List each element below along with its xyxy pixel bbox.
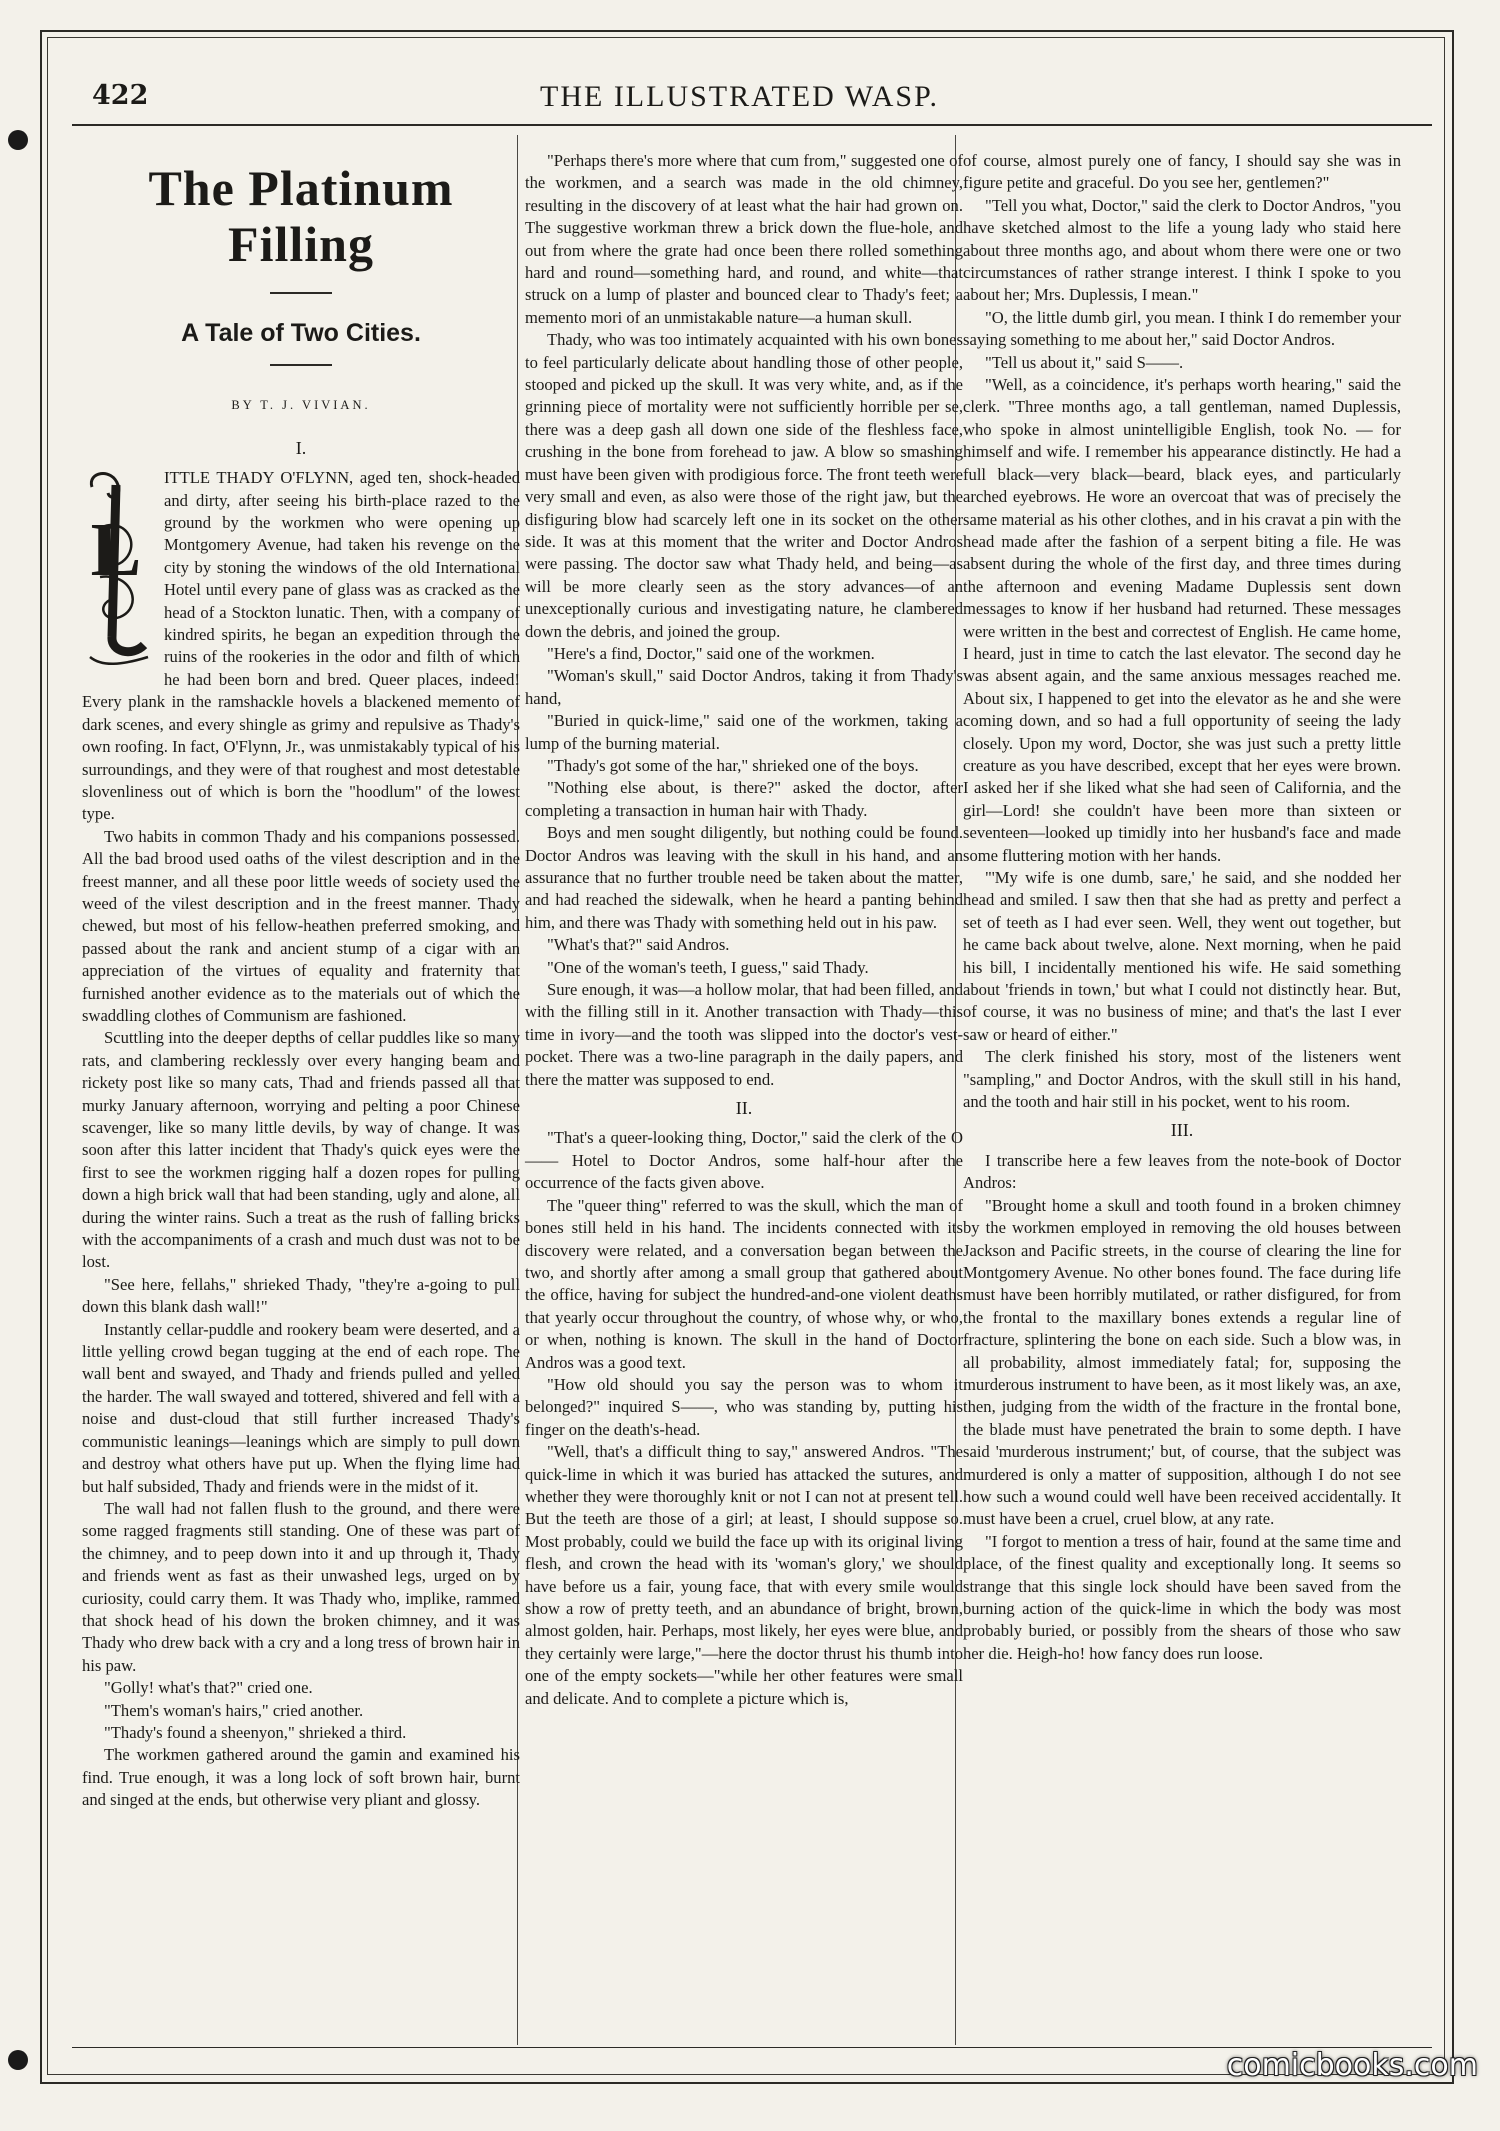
- paragraph: "Brought home a skull and tooth found in a broken chimney by the workmen employed in removing the old houses between Jackson and Pacific streets, in the course of clearing the line for Montgomery Avenue. No other bones found. The face during life must have been horribly mutilated, or rather disfigured, for from the frontal to the maxillary bones extends a regular line of fracture, splintering the bone on each side. Such a blow was, in all probability, almost immediately fatal; for, supposing the murderous instrument to have been, as it most likely was, an axe, then, judging from the width of the fracture in the frontal bone, the blade must have penetrated the brain to some depth. I have said 'murderous instrument;' but, of course, that the subject was murdered is only a matter of supposition, although I do not see how such a wound could well have been received accidentally. It must have been a cruel, cruel blow, at any rate.: [963, 1195, 1401, 1529]
- column-1: [82, 150, 520, 1812]
- paragraph: "Perhaps there's more where that cum from," suggested one of the workmen, and a search was made in the old chimney, resulting in the discovery of at least what the hair had grown on. The suggestive workman threw a brick down the flue-hole, and out from where the grate had once been there rolled something hard and round—something hard, and round, and white—that struck on a lump of plaster and bounced clear to Thady's feet; a memento mori of an unmistakable nature—a human skull.: [525, 151, 963, 327]
- paragraph: "One of the woman's teeth, I guess," said Thady.: [547, 957, 869, 977]
- paragraph: "That's a queer-looking thing, Doctor," said the clerk of the O—— Hotel to Doctor Andros, some half-hour after the occurrence of the facts given above.: [525, 1128, 963, 1193]
- paragraph: "Here's a find, Doctor," said one of the workmen.: [547, 643, 875, 663]
- running-head: THE ILLUSTRATED WASP.: [540, 80, 939, 113]
- page-number: 422: [92, 80, 149, 111]
- paragraph: "Well, that's a difficult thing to say," answered Andros. "The quick-lime in which it was buried has attacked the sutures, and whether they were thoroughly knit or not I can not at present tell. But the teeth are those of a girl; at least, I should suppose so. Most probably, could we build the face up with its original living flesh, and crown the head with its 'woman's glory,' we should have before us a fair, young face, that with every smile would show a row of pretty teeth, and an abundance of bright, brown, almost golden, hair. Perhaps, most likely, her eyes were blue, and they certainly were large,"—here the doctor thrust his thumb into one of the empty sockets—"while her other features were small and delicate. And to complete a picture which is,: [525, 1442, 963, 1708]
- paragraph: "Buried in quick-lime," said one of the workmen, taking a lump of the burning material.: [525, 711, 963, 753]
- paragraph: "Tell us about it," said S——.: [985, 352, 1184, 372]
- paragraph: Thady, who was too intimately acquainted with his own bones to feel particularly delicate about handling those of other people, stooped and picked up the skull. It was very white, and, as if the grinning piece of mortality were not sufficiently horrible per se, there was a deep gash all down one side of the fleshless face, crushing in the bone from forehead to jaw. A blow so smashing must have been given with prodigious force. The front teeth were very small and even, as also were those of the right jaw, but the disfiguring blow had scarcely left one in its socket on the other side. It was at this moment that the writer and Doctor Andros were passing. The doctor saw what Thady held, and being—as will be more clearly seen as the story advances—of an unexceptionally curious and investigating nature, he clambered down the debris, and joined the group.: [525, 330, 963, 641]
- paragraph: of course, almost purely one of fancy, I should say she was in figure petite and graceful. Do you see her, gentlemen?": [963, 151, 1401, 193]
- paragraph: "I forgot to mention a tress of hair, found at the same time and place, of the finest quality and exceptionally long. It seems so strange that this single lock should have been saved from the burning action of the quick-lime in which the body was most probably buried, or possibly from the shears of those who saw her die. Heigh-ho! how fancy does run loose.: [963, 1531, 1401, 1663]
- paragraph: "See here, fellahs," shrieked Thady, "they're a-going to pull down this blank dash wall!": [82, 1274, 520, 1317]
- paragraph: "What's that?" said Andros.: [547, 935, 730, 955]
- section-heading-3: III.: [1170, 1120, 1194, 1141]
- column-3: [963, 150, 1401, 1665]
- paragraph: "O, the little dumb girl, you mean. I think I do remember your saying something to me about her," said Doctor Andros.: [963, 307, 1401, 350]
- story-title: The Platinum Filling: [148, 160, 454, 272]
- header-rule: [72, 124, 1432, 126]
- paragraph: Two habits in common Thady and his companions possessed. All the bad brood used oaths of the vilest description and in the freest manner, and all these poor little weeds of society used the weed of the vilest description and in the freest manner. Thady chewed, but most of his fellow-heathen preferred smoking, and passed about the rank and ancient stump of a cigar with an appreciation of the virtues of equality and fraternity that furnished another evidence as to the materials out of which the swaddling clothes of Communism are fashioned.: [82, 826, 520, 1025]
- ornamental-dropcap: [82, 467, 154, 672]
- paragraph: "Them's woman's hairs," cried another.: [104, 1700, 364, 1720]
- paragraph: The "queer thing" referred to was the skull, which the man of bones still held in his hand. The incidents connected with its discovery were related, and a conversation began between the two, and shortly after among a small group that gathered about the office, having for subject the hundred-and-one violent deaths that yearly occur throughout the country, of whose why, or who, or when, nothing is known. The skull in the hand of Doctor Andros was a good text.: [525, 1195, 963, 1372]
- paragraph: I transcribe here a few leaves from the note-book of Doctor Andros:: [963, 1150, 1401, 1193]
- paragraph: "How old should you say the person was to whom it belonged?" inquired S——, who was standing by, putting his finger on the death's-head.: [525, 1374, 963, 1439]
- section-heading-2: II.: [735, 1098, 753, 1119]
- binding-hole: [8, 2050, 28, 2070]
- paragraph: Sure enough, it was—a hollow molar, that had been filled, and with the filling still in it. Another transaction with Thady—this time in ivory—and the tooth was slipped into the doctor's vest-pocket. There was a two-line paragraph in the daily papers, and there the matter was supposed to end.: [525, 980, 963, 1089]
- paragraph: "Nothing else about, is there?" asked the doctor, after completing a transaction in human hair with Thady.: [525, 778, 963, 820]
- paragraph: The workmen gathered around the gamin and examined his find. True enough, it was a long lock of soft brown hair, burnt and singed at the ends, but otherwise very pliant and glossy.: [82, 1745, 520, 1810]
- paragraph: "Tell you what, Doctor," said the clerk to Doctor Andros, "you have sketched almost to the life a young lady who staid here about three months ago, and about whom there were one or two circumstances of rather strange interest. I think I spoke to you about her; Mrs. Duplessis, I mean.": [963, 195, 1401, 305]
- paragraph: Scuttling into the deeper depths of cellar puddles like so many rats, and clambering recklessly over every hanging beam and rickety post like so many cats, Thad and friends passed all that murky January afternoon, worrying and pelting a poor Chinese scavenger, like so many little devils, by way of change. It was soon after this latter incident that Thady's quick eyes were the first to see the workmen rigging half a dozen ropes for pulling down a high brick wall that had been standing, ugly and alone, all during the winter rains. Such a treat as the rush of falling bricks with the accompaniments of a crash and much dust was not to be lost.: [82, 1028, 520, 1272]
- subtitle-rule: [270, 364, 332, 366]
- paragraph: The clerk finished his story, most of the listeners went "sampling," and Doctor Andros, with the skull still in his hand, and the tooth and hair still in his pocket, went to his room.: [963, 1047, 1401, 1112]
- paragraph: "'My wife is one dumb, sare,' he said, and she nodded her head and smiled. I saw then that she had as pretty and perfect a set of teeth as I had ever seen. Well, they went out together, but he came back about twelve, alone. Next morning, when he paid his bill, I incidentally mentioned his wife. He said something about 'friends in town,' but what I could not distinctly hear. But, of course, it was no business of mine; and that's the last I ever saw or heard of either.": [963, 868, 1401, 1044]
- paragraph: "Woman's skull," said Doctor Andros, taking it from Thady's hand,: [525, 666, 963, 708]
- watermark-logo: comicbooks.com: [1226, 2048, 1478, 2083]
- dropcap-letter: L: [90, 508, 142, 593]
- paragraph: "Thady's got some of the har," shrieked one of the boys.: [547, 755, 919, 775]
- paragraph: The wall had not fallen flush to the ground, and there were some ragged fragments still standing. One of these was part of the chimney, and to peep down into it and up through it, Thady and friends went as fast as their unwashed legs, urged on by curiosity, could carry them. It was Thady who, implike, rammed that shock head of his down the broken chimney, and it was Thady who drew back with a cry and a long tress of brown hair in his paw.: [82, 1498, 520, 1675]
- paragraph: "Well, as a coincidence, it's perhaps worth hearing," said the clerk. "Three months ago, a tall gentleman, named Duplessis, who spoke in almost unintelligible English, took No. — for himself and wife. I remember his appearance distinctly. He had a full black—very black—beard, black eyes, and particularly arched eyebrows. He wore an overcoat that was of precisely the same material as his other clothes, and in his cravat a pin with the head made after the fashion of a serpent biting a file. He was absent during the whole of the first day, and three times during the afternoon and evening Madame Duplessis sent down messages to know if her husband had returned. These messages were written in the best and correctest of English. He came home, I heard, just in time to catch the last elevator. The second day he was absent again, and the same anxious messages reached me. About six, I happened to get into the elevator as he and she were coming down, and so had a full opportunity of seeing the lady closely. Upon my word, Doctor, she was just such a pretty little creature as you have described, except that her eyes were brown. I asked her if she liked what she had seen of California, and the girl—Lord! she couldn't have been more than sixteen or seventeen—looked up timidly into her husband's face and made some fluttering motion with her hands.: [963, 375, 1401, 865]
- binding-hole: [8, 130, 28, 150]
- paragraph: Instantly cellar-puddle and rookery beam were deserted, and a little yelling crowd began tugging at the end of each rope. The wall bent and swayed, and Thady and friends pulled and yelled the harder. The wall swayed and tottered, shivered and fell with a noise and dust-cloud that still further increased Thady's communistic leanings—leanings which are simply to pull down and destroy what others have put up. When the flying lime had but half subsided, Thady and friends were in the midst of it.: [82, 1319, 520, 1496]
- column-2: [525, 150, 963, 1710]
- section-heading-1: I.: [295, 437, 307, 458]
- title-rule: [270, 292, 332, 294]
- byline: BY T. J. VIVIAN.: [231, 398, 371, 413]
- paragraph: "Golly! what's that?" cried one.: [104, 1678, 313, 1698]
- story-subtitle: A Tale of Two Cities.: [181, 319, 421, 347]
- paragraph: "Thady's found a sheenyon," shrieked a third.: [104, 1722, 407, 1742]
- paragraph: ITTLE THADY O'FLYNN, aged ten, shock-headed and dirty, after seeing his birth-place razed to the ground by the workmen who were opening up Montgomery Avenue, had taken his revenge on the city by stoning the windows of the old International Hotel until every pane of glass was as cracked as the head of a Stockton lunatic. Then, with a company of kindred spirits, he began an expedition through the ruins of the rookeries in the odor and filth of which he had been born and bred. Queer places, indeed! Every plank in the ramshackle hovels a blackened memento of dark scenes, and every shingle as grimy and repulsive as Thady's own roofing. In fact, O'Flynn, Jr., was unmistakably typical of his surroundings, and they were of that roughest and most detestable slovenliness out of which is born the "hoodlum" of the lowest type.: [82, 468, 520, 824]
- paragraph: Boys and men sought diligently, but nothing could be found. Doctor Andros was leaving with the skull in his hand, and an assurance that no further trouble need be taken about the matter, and had reached the sidewalk, when he heard a panting behind him, and there was Thady with something held out in his paw.: [525, 823, 963, 932]
